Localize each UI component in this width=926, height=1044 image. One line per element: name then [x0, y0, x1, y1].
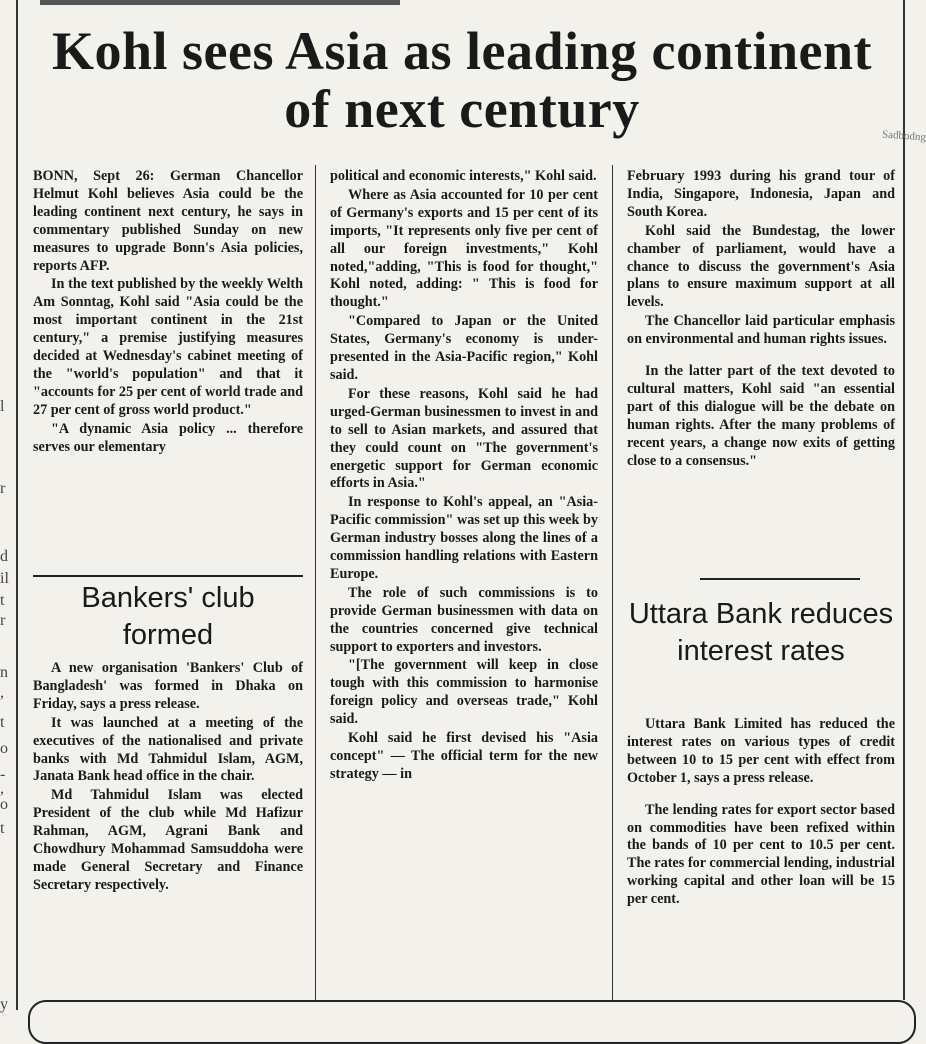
right-column-rule: [903, 0, 905, 1000]
fragment: d: [0, 548, 8, 565]
top-cut-rule: [40, 0, 400, 5]
paragraph: Md Tahmidul Islam was elected President of the club while Md Hafizur Rahman, AGM, Agrani Bank and Chowdhury Mohammad Samsuddoha were made General Secretary and Finance Secretary respectively.: [33, 787, 303, 893]
section-divider: [700, 578, 860, 580]
paragraph: In response to Kohl's appeal, an "Asia-Pacific commission" was set up this week by German industry bosses along the lines of a commission handling relations with Eastern Europe.: [330, 494, 598, 582]
paragraph: "[The government will keep in close tough with this commission to harmonise foreign policy and overseas trade," Kohl said.: [330, 657, 598, 728]
bottom-box-outline: [28, 1000, 916, 1044]
column-rule: [315, 165, 316, 1000]
paragraph: Kohl said the Bundestag, the lower chamber of parliament, would have a chance to discuss the government's Asia plans to ensure maximum support at all levels.: [627, 222, 895, 311]
main-article-col1: [33, 168, 303, 457]
paragraph: The lending rates for export sector based on commodities have been refixed within the bands of 10 per cent to 10.5 per cent. The rates for commercial lending, industrial working capital and other loan will be 15 per cent.: [627, 801, 895, 908]
fragment: -: [0, 766, 6, 783]
fragment: n: [0, 664, 8, 681]
paragraph: The Chancellor laid particular emphasis on environmental and human rights issues.: [627, 313, 895, 348]
bankers-headline: Bankers' club formed: [81, 582, 255, 651]
paragraph: In the latter part of the text devoted to cultural matters, Kohl said "an essential part of this dialogue will be the debate on human rights. After the many problems of recent years, a change now exits of getting close to a consensus.": [627, 363, 895, 469]
fragment: o: [0, 740, 8, 757]
fragment: y: [0, 996, 8, 1013]
paragraph: Kohl said he first devised his "Asia concept" — The official term for the new strategy — in: [330, 730, 598, 782]
fragment: t: [0, 592, 5, 609]
fragment: il: [0, 570, 9, 587]
column-rule: [612, 165, 613, 1000]
paragraph: For these reasons, Kohl said he had urged-German businessmen to invest in and to sell to Asian markets, and assured that they could count on "The government's energetic support for German economic efforts in Asia.": [330, 385, 598, 492]
fragment: r: [0, 480, 6, 497]
bankers-article-body: [33, 660, 303, 895]
paragraph: A new organisation 'Bankers' Club of Bangladesh' was formed in Dhaka on Friday, says a press release.: [33, 660, 303, 712]
left-margin-fragments: [0, 0, 12, 1018]
fragment: t: [0, 820, 5, 837]
paragraph: "Compared to Japan or the United States, Germany's economy is under-presented in the Asia-Pacific region," Kohl said.: [330, 313, 598, 383]
left-column-rule: [16, 0, 18, 1010]
paragraph: political and economic interests," Kohl said.: [330, 168, 597, 184]
paragraph: It was launched at a meeting of the executives of the nationalised and private banks with Md Tahmidul Islam, AGM, Janata Bank head office in the chair.: [33, 714, 303, 785]
paragraph: In the text published by the weekly Welth Am Sonntag, Kohl said "Asia could be the most important continent in the 21st century," a premise justifying measures decided at Wednesday's cabinet meeting of the "world's population" and that it "accounts for 25 per cent of world trade and 27 per cent of gross world product.": [33, 276, 303, 418]
fragment: ,: [0, 780, 4, 797]
paragraph: Uttara Bank Limited has reduced the interest rates on various types of credit between 10 to 15 per cent with effect from October 1, says a press release.: [627, 716, 895, 786]
uttara-article-body: [627, 716, 895, 909]
paragraph: February 1993 during his grand tour of India, Singapore, Indonesia, Japan and South Korea.: [627, 168, 895, 220]
fragment: r: [0, 612, 6, 629]
section-divider: [33, 575, 303, 577]
fragment: l: [0, 398, 5, 415]
main-headline: Kohl sees Asia as leading continent of next century: [51, 21, 873, 139]
fragment: o: [0, 796, 8, 813]
uttara-headline: Uttara Bank reduces interest rates: [628, 598, 894, 667]
fragment: ,: [0, 684, 4, 701]
paragraph: BONN, Sept 26: German Chancellor Helmut Kohl believes Asia could be the leading continent next century, he says in commentary published Sunday on new measures to upgrade Bonn's Asia policies, reports AFP.: [33, 168, 303, 274]
paragraph: "A dynamic Asia policy ... therefore serves our elementary: [33, 420, 303, 455]
fragment: t: [0, 714, 5, 731]
main-article-col2: [330, 168, 598, 784]
main-article-col3: [627, 168, 895, 471]
paragraph: The role of such commissions is to provide German businessmen with data on the countries concerned give technical support to exporters and investors.: [330, 584, 598, 655]
paragraph: Where as Asia accounted for 10 per cent of Germany's exports and 15 per cent of its imports, "It represents only five per cent of all our foreign investments," Kohl noted,"adding, "This is food for thought," Kohl noted, adding: " This is food for thought.": [330, 186, 598, 311]
